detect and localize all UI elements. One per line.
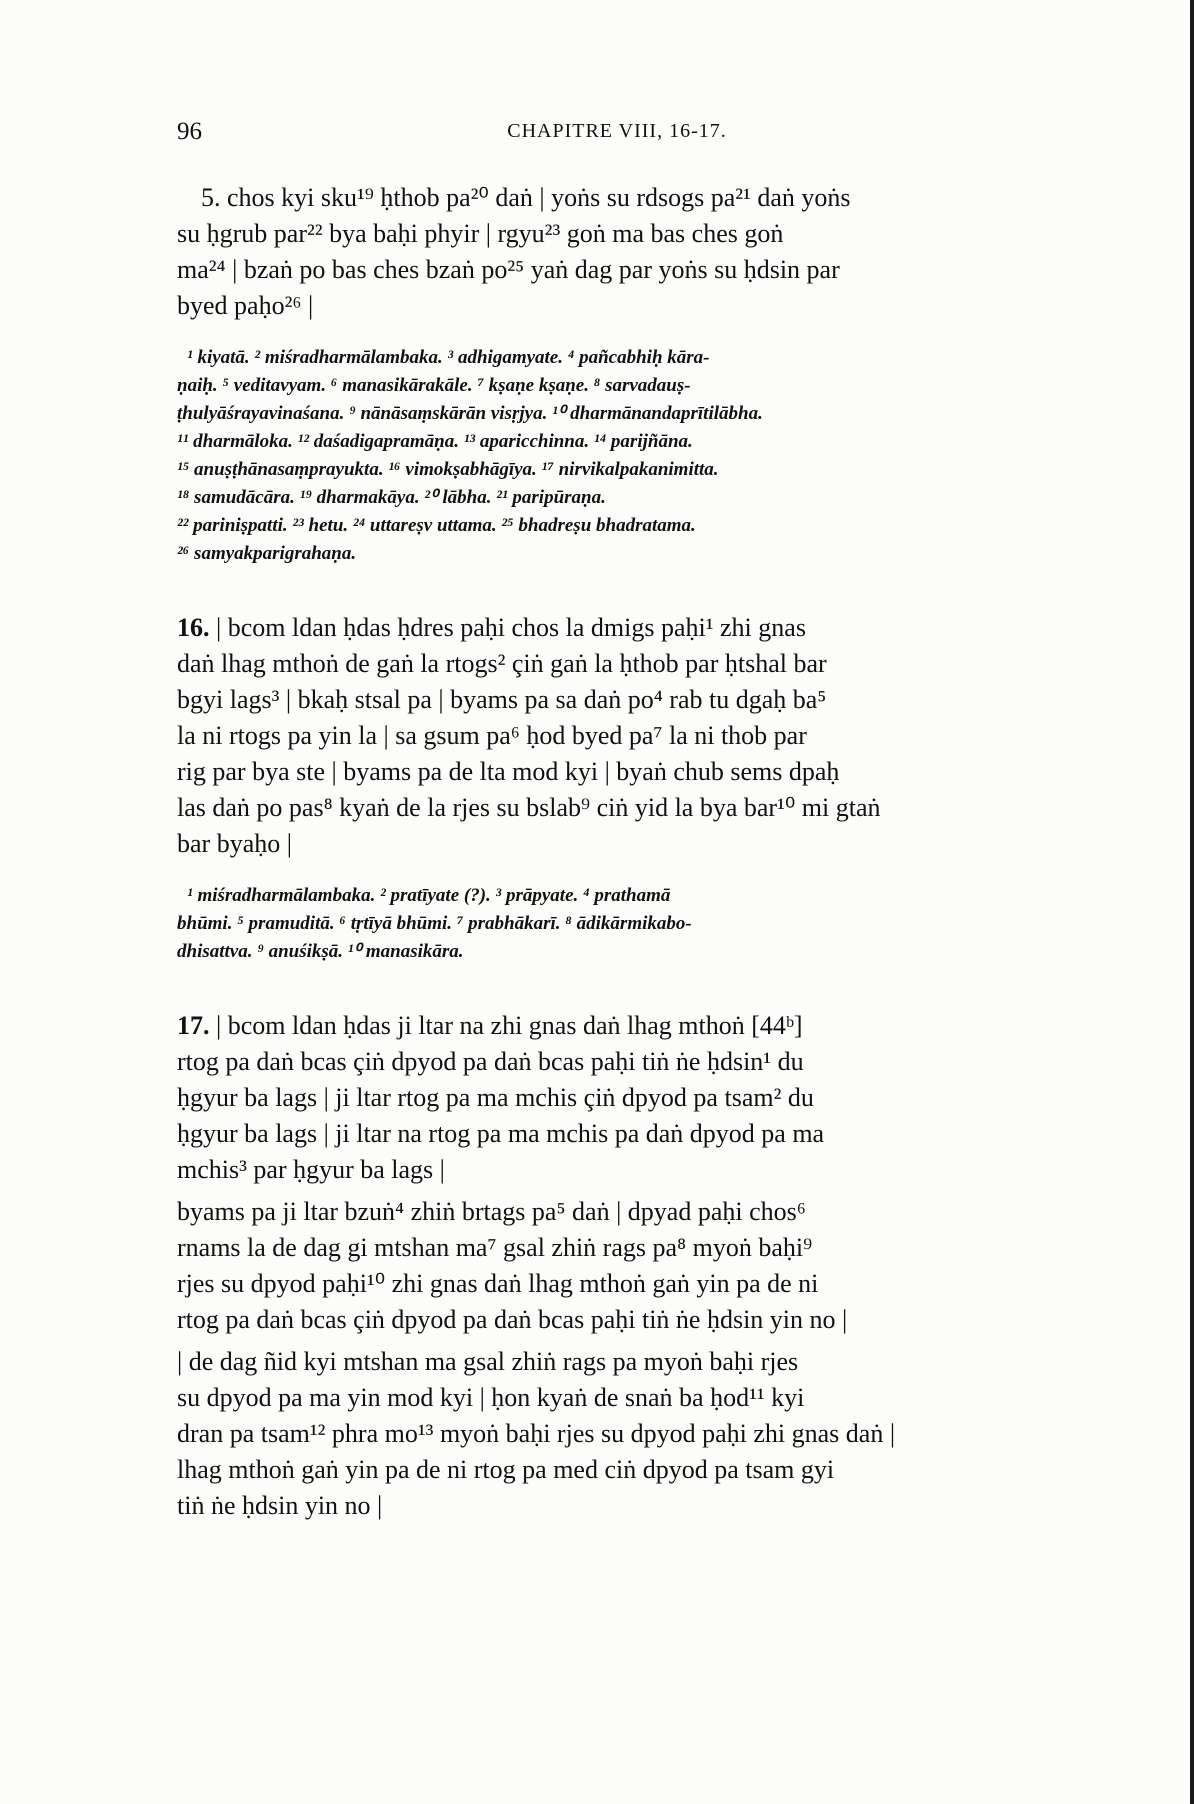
footnote-line: ¹ miśradharmālambaka. ² pratīyate (?). ³ prāpyate. ⁴ prathamā: [187, 885, 671, 906]
footnote-line: bhūmi. ⁵ pramuditā. ⁶ tṛtīyā bhūmi. ⁷ prabhākarī. ⁸ ādikārmikabo-: [177, 913, 692, 934]
section-5-paragraph: [177, 180, 1057, 324]
footnote-line: ¹¹ dharmāloka. ¹² daśadigapramāṇa. ¹³ aparicchinna. ¹⁴ parijñāna.: [177, 431, 693, 452]
text-line: lhag mthoṅ gaṅ yin pa de ni rtog pa med ciṅ dpyod pa tsam gyi: [177, 1455, 835, 1484]
text-line: byed paḥo²⁶ |: [177, 291, 314, 320]
text-line: bar byaḥo |: [177, 829, 292, 858]
text-line-content: | bcom ldan ḥdas ḥdres paḥi chos la dmigs paḥi¹ zhi gnas: [216, 613, 806, 642]
text-line: mchis³ par ḥgyur ba lags |: [177, 1155, 445, 1184]
page-number: 96: [177, 118, 202, 145]
section-17-paragraph-1: [177, 1008, 1057, 1188]
text-line: ḥgyur ba lags | ji ltar rtog pa ma mchis çiṅ dpyod pa tsam² du: [177, 1083, 814, 1112]
section-16-paragraph: [177, 610, 1057, 862]
text-line: dran pa tsam¹² phra mo¹³ myoṅ baḥi rjes su dpyod paḥi zhi gnas daṅ |: [177, 1419, 896, 1448]
footnote-line: ¹ kiyatā. ² miśradharmālambaka. ³ adhigamyate. ⁴ pañcabhiḥ kāra-: [187, 347, 710, 368]
text-line: 5. chos kyi sku¹⁹ ḥthob pa²⁰ daṅ | yoṅs su rdsogs pa²¹ daṅ yoṅs: [201, 183, 851, 212]
text-line: | de dag ñid kyi mtshan ma gsal zhiṅ rags pa myoṅ baḥi rjes: [177, 1347, 799, 1376]
section-17-paragraph-3: [177, 1344, 1057, 1524]
footnote-line: ²⁶ samyakparigrahaṇa.: [177, 543, 357, 564]
footnote-line: ṇaiḥ. ⁵ veditavyam. ⁶ manasikārakāle. ⁷ kṣaṇe kṣaṇe. ⁸ sarvadauṣ-: [177, 375, 691, 396]
page-binding-edge: [1190, 0, 1194, 1804]
section-number: 16.: [177, 613, 210, 642]
footnote-line: ¹⁵ anuṣṭhānasaṃprayukta. ¹⁶ vimokṣabhāgīya. ¹⁷ nirvikalpakanimitta.: [177, 459, 719, 480]
text-line: rnams la de dag gi mtshan ma⁷ gsal zhiṅ rags pa⁸ myoṅ baḥi⁹: [177, 1233, 813, 1262]
text-line: ma²⁴ | bzaṅ po bas ches bzaṅ po²⁵ yaṅ dag par yoṅs su ḥdsin par: [177, 255, 840, 284]
text-line: las daṅ po pas⁸ kyaṅ de la rjes su bslab⁹ ciṅ yid la bya bar¹⁰ mi gtaṅ: [177, 793, 881, 822]
text-line: tiṅ ṅe ḥdsin yin no |: [177, 1491, 383, 1520]
text-line: bgyi lags³ | bkaḥ stsal pa | byams pa sa daṅ po⁴ rab tu dgaḥ ba⁵: [177, 685, 827, 714]
text-line: su dpyod pa ma yin mod kyi | ḥon kyaṅ de snaṅ ba ḥod¹¹ kyi: [177, 1383, 805, 1412]
footnotes-section-16: [177, 882, 1057, 966]
text-line: [177, 1008, 1057, 1044]
text-line: rtog pa daṅ bcas çiṅ dpyod pa daṅ bcas paḥi tiṅ ṅe ḥdsin yin no |: [177, 1305, 848, 1334]
footnote-line: ²² pariniṣpatti. ²³ hetu. ²⁴ uttareṣv uttama. ²⁵ bhadreṣu bhadratama.: [177, 515, 696, 536]
footnote-line: dhisattva. ⁹ anuśikṣā. ¹⁰ manasikāra.: [177, 941, 464, 962]
page-header: [177, 118, 1057, 152]
footnote-line: ṭhulyāśrayavinaśana. ⁹ nānāsaṃskārān visṛjya. ¹⁰ dharmānandaprītilābha.: [177, 403, 763, 424]
text-line: [177, 610, 1057, 646]
page-content: [177, 180, 1057, 1524]
text-line: ḥgyur ba lags | ji ltar na rtog pa ma mchis pa daṅ dpyod pa ma: [177, 1119, 825, 1148]
text-line: byams pa ji ltar bzuṅ⁴ zhiṅ brtags pa⁵ daṅ | dpyad paḥi chos⁶: [177, 1197, 806, 1226]
text-line: rjes su dpyod paḥi¹⁰ zhi gnas daṅ lhag mthoṅ gaṅ yin pa de ni: [177, 1269, 819, 1298]
text-line: la ni rtogs pa yin la | sa gsum pa⁶ ḥod byed pa⁷ la ni thob par: [177, 721, 807, 750]
footnote-line: ¹⁸ samudācāra. ¹⁹ dharmakāya. ²⁰ lābha. ²¹ paripūraṇa.: [177, 487, 606, 508]
section-number: 17.: [177, 1011, 210, 1040]
text-line: rtog pa daṅ bcas çiṅ dpyod pa daṅ bcas paḥi tiṅ ṅe ḥdsin¹ du: [177, 1047, 804, 1076]
footnotes-section-5: [177, 344, 1057, 568]
section-17-paragraph-2: [177, 1194, 1057, 1338]
text-line-content: | bcom ldan ḥdas ji ltar na zhi gnas daṅ lhag mthoṅ [44ᵇ]: [216, 1011, 803, 1040]
running-head: CHAPITRE VIII, 16-17.: [507, 120, 727, 142]
text-line: daṅ lhag mthoṅ de gaṅ la rtogs² çiṅ gaṅ la ḥthob par ḥtshal bar: [177, 649, 827, 678]
text-line: su ḥgrub par²² bya baḥi phyir | rgyu²³ goṅ ma bas ches goṅ: [177, 219, 784, 248]
text-line: rig par bya ste | byams pa de lta mod kyi | byaṅ chub sems dpaḥ: [177, 757, 840, 786]
